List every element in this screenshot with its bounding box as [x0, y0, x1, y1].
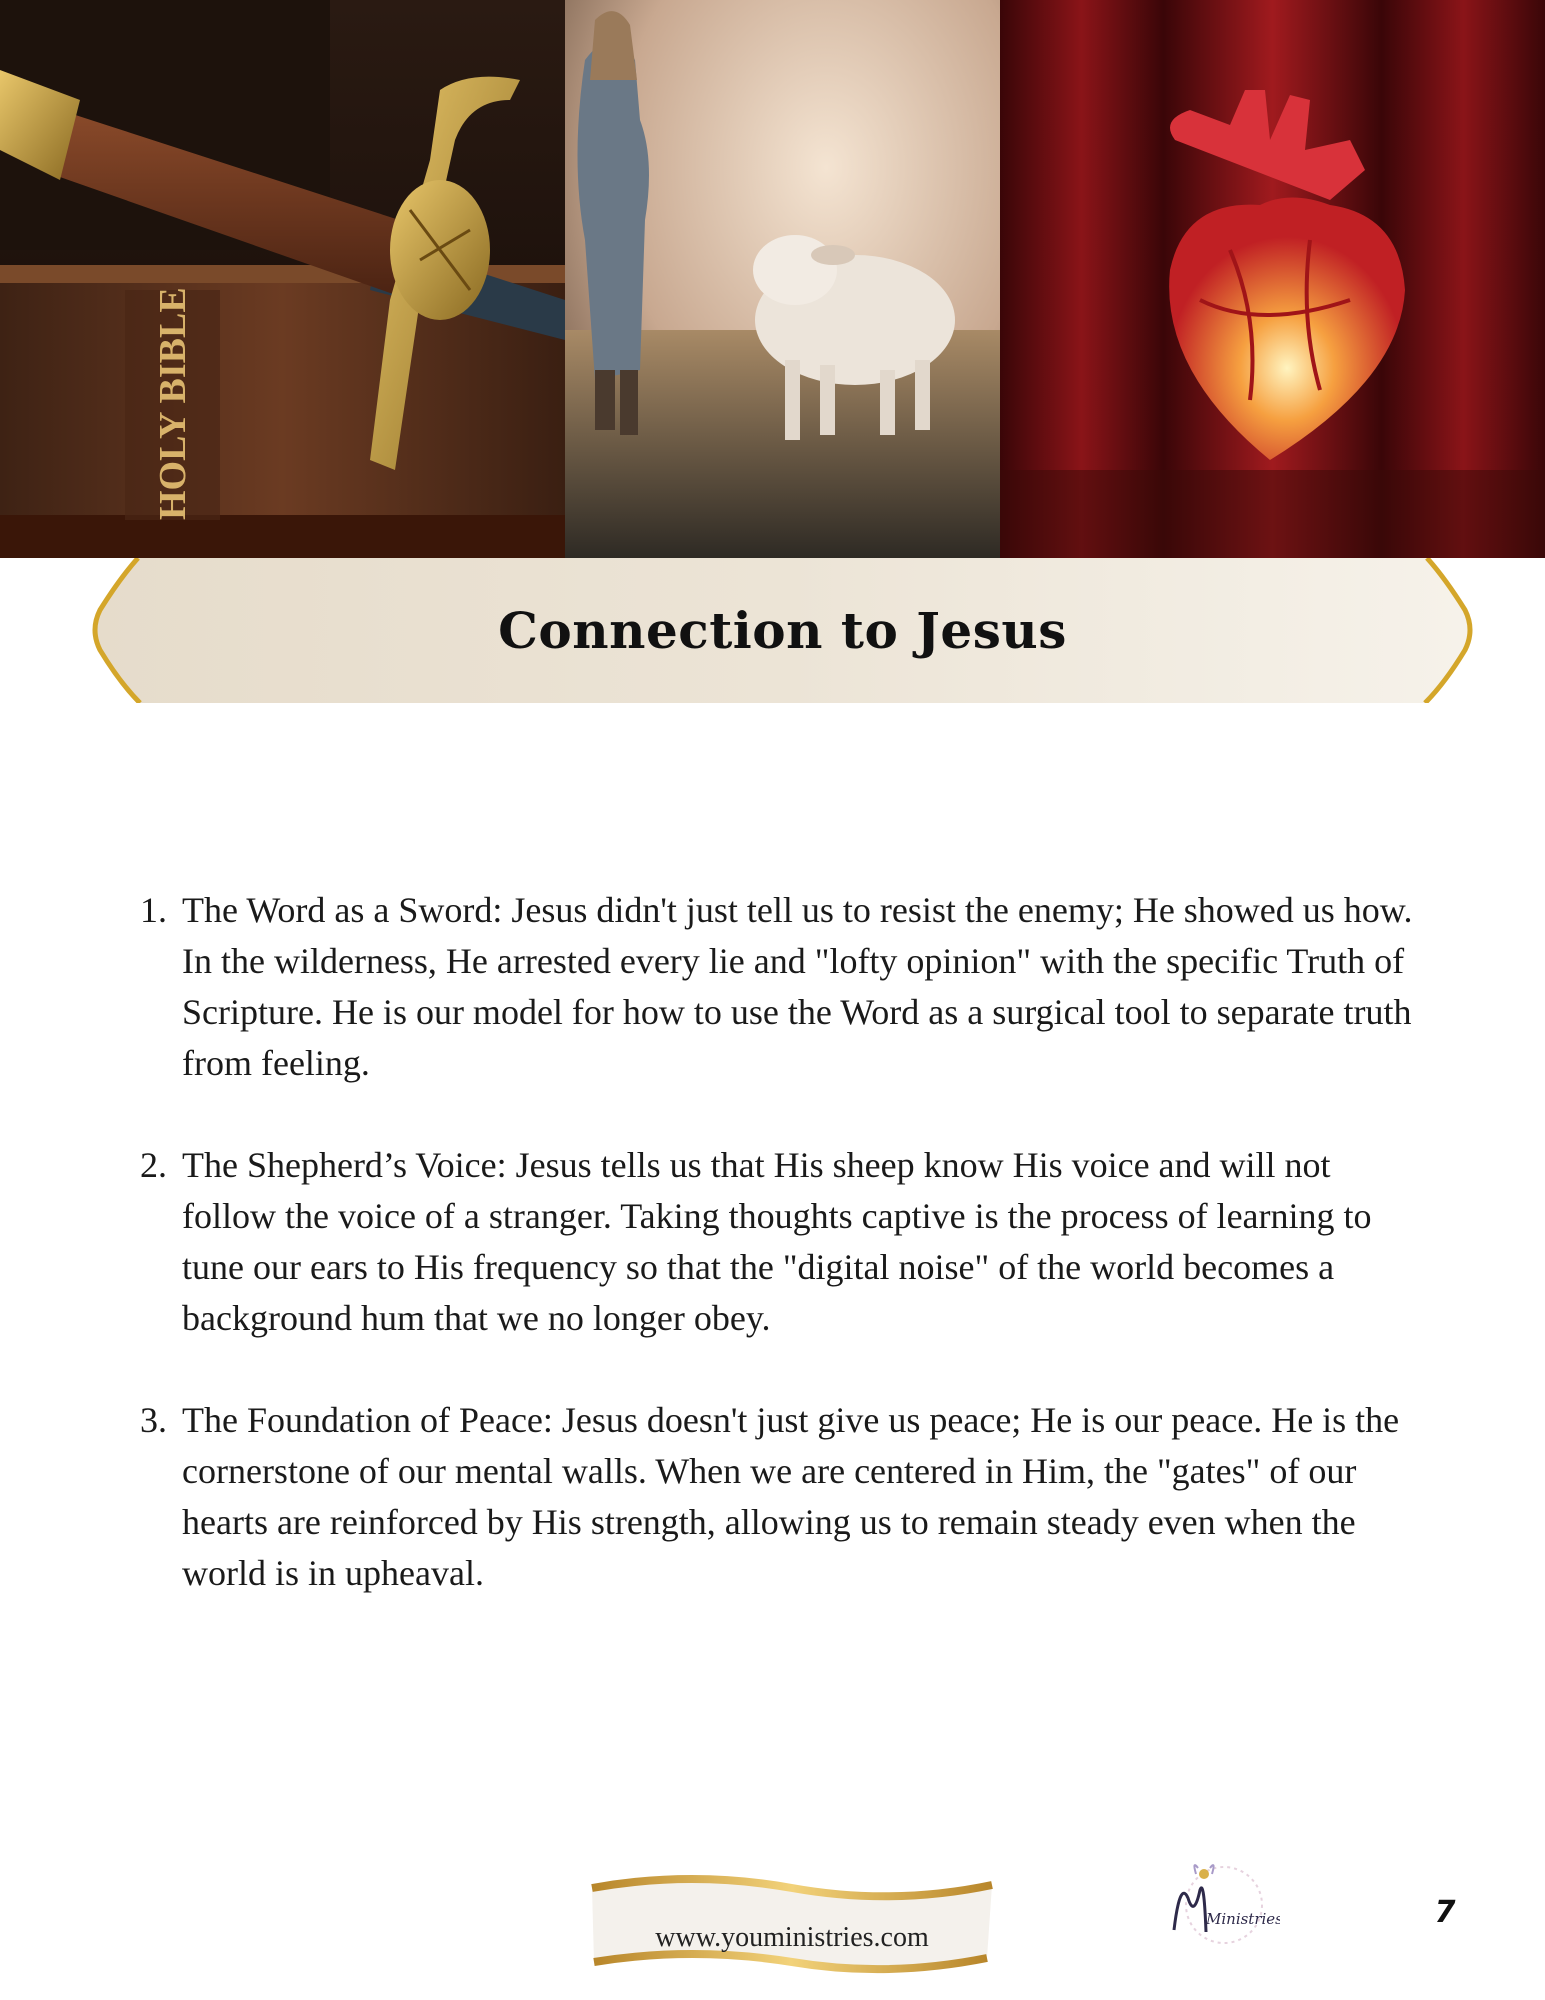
website-link[interactable]: www.youministries.com	[655, 1922, 929, 1953]
connection-points-list	[140, 885, 1460, 1650]
page-title: Connection to Jesus	[498, 601, 1067, 660]
logo-text: Ministries	[1206, 1910, 1280, 1928]
list-item	[140, 1140, 1460, 1344]
list-item	[140, 1395, 1460, 1599]
glowing-heart-image	[1000, 0, 1545, 558]
point-text: The Word as a Sword: Jesus didn't just tell us to resist the enemy; He showed us how. In the wilderness, He arrested every lie and "lofty opinion" with the specific Truth of Scripture. He is our model for how to use the Word as a surgical tool to separate truth from feeling.	[182, 890, 1413, 1083]
title-banner	[90, 558, 1475, 703]
book-spine-text: HOLY BIBLE	[152, 287, 194, 520]
point-text: The Shepherd’s Voice: Jesus tells us that His sheep know His voice and will not follow the voice of a stranger. Taking thoughts captive is the process of learning to tune our ears to His frequency so that the "digital noise" of the world becomes a background hum that we no longer obey.	[182, 1145, 1372, 1338]
point-number: 3.	[140, 1400, 167, 1440]
page-number: 7	[1434, 1895, 1456, 1930]
header-photo-strip	[0, 0, 1545, 558]
shepherd-and-lamb-image	[565, 0, 1000, 558]
footer-ribbon	[582, 1870, 1002, 1980]
point-number: 1.	[140, 890, 167, 930]
ministries-logo	[1162, 1860, 1280, 1950]
list-item	[140, 885, 1460, 1089]
point-text: The Foundation of Peace: Jesus doesn't just give us peace; He is our peace. He is the cornerstone of our mental walls. When we are centered in Him, the "gates" of our hearts are reinforced by His strength, allowing us to remain steady even when the world is in upheaval.	[182, 1400, 1400, 1593]
point-number: 2.	[140, 1145, 167, 1185]
bible-and-sword-image	[0, 0, 565, 558]
